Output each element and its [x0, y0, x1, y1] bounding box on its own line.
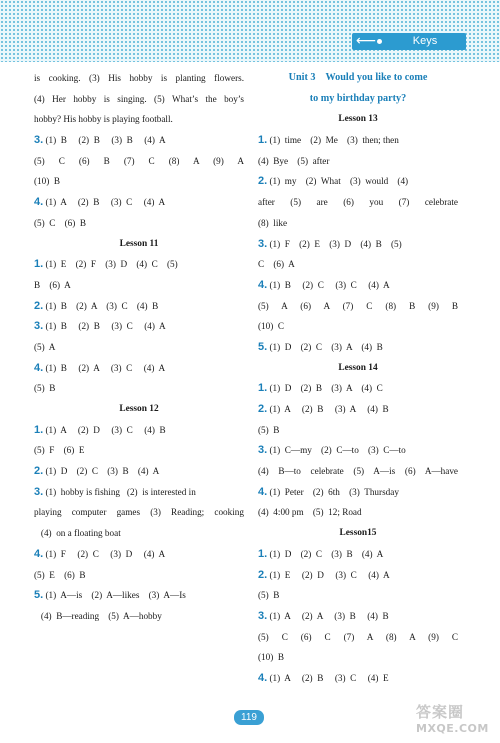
- exercise-line: [258, 606, 458, 627]
- exercise-line: [34, 130, 244, 151]
- exercise-line: [34, 254, 244, 275]
- answer-line: (4) Her hobby is singing. (5) What’s the boy’s: [34, 93, 244, 104]
- watermark-bottom: MXQE.COM: [416, 722, 489, 735]
- exercise-number: 3.: [34, 320, 44, 333]
- exercise-line: [34, 296, 244, 317]
- answer-line: (5) B: [258, 424, 280, 435]
- answer-text: (1) D (2) B (3) A (4) C: [269, 383, 383, 394]
- exercise-line: [258, 482, 458, 503]
- exercise-number: 3.: [258, 237, 268, 250]
- answer-line: B (6) A: [34, 279, 71, 290]
- answer-text: (1) A—is (2) A—likes (3) A—Is: [45, 590, 186, 601]
- exercise-number: 3.: [258, 444, 268, 457]
- lesson-heading: Lesson15: [339, 528, 377, 539]
- answer-text: (1) A (2) B (3) A (4) B: [269, 404, 389, 414]
- answer-line: (5) B: [34, 383, 56, 394]
- unit-title: Unit 3 Would you like to come: [288, 72, 428, 83]
- answer-text: (1) C—my (2) C—to (3) C—to: [269, 445, 406, 456]
- exercise-line: [258, 440, 458, 461]
- answer-text: (1) B (2) A (3) C (4) A: [45, 362, 166, 373]
- answer-text: (1) D (2) C (3) B (4) A: [269, 548, 384, 559]
- answer-line: is cooking. (3) His hobby is planting flowers.: [34, 73, 244, 83]
- answer-column-right: [258, 68, 458, 689]
- answer-line: (4) B—to celebrate (5) A—is (6) A—have: [258, 466, 458, 477]
- exercise-line: [258, 399, 458, 420]
- exercise-number: 2.: [258, 568, 268, 581]
- answer-line: (8) like: [258, 217, 288, 228]
- answer-text: (1) B (2) B (3) C (4) A: [45, 321, 166, 332]
- answer-line: (5) F (6) E: [34, 445, 85, 456]
- answer-line: (5) C (6) C (7) A (8) A (9) C: [258, 631, 458, 642]
- exercise-line: [258, 130, 458, 151]
- exercise-number: 2.: [34, 299, 44, 312]
- answer-line: C (6) A: [258, 259, 295, 270]
- answer-column-left: [34, 68, 244, 627]
- exercise-number: 4.: [34, 361, 44, 374]
- exercise-line: [258, 565, 458, 586]
- answer-line: (10) B: [34, 176, 61, 187]
- answer-text: (1) time (2) Me (3) then; then: [269, 135, 399, 146]
- exercise-number: 4.: [258, 485, 268, 498]
- answer-text: (1) A (2) A (3) B (4) B: [269, 610, 389, 621]
- exercise-line: [34, 585, 244, 606]
- arrow-left-icon: ⟵: [356, 33, 377, 49]
- answer-line: (4) B—reading (5) A—hobby: [34, 610, 162, 621]
- answer-text: (1) A (2) B (3) C (4) E: [269, 672, 389, 683]
- answer-text: (1) my (2) What (3) would (4): [269, 176, 409, 187]
- watermark-logo: [416, 702, 498, 740]
- lesson-heading: Lesson 13: [338, 114, 378, 125]
- answer-line: (4) Bye (5) after: [258, 155, 330, 166]
- exercise-line: [34, 461, 244, 482]
- exercise-line: [258, 378, 458, 399]
- answer-text: (1) B (2) C (3) C (4) A: [269, 279, 390, 290]
- lesson-heading: Lesson 11: [119, 238, 159, 249]
- exercise-number: 1.: [258, 382, 268, 395]
- exercise-number: 2.: [34, 465, 44, 478]
- exercise-number: 2.: [258, 175, 268, 188]
- answer-line: (10) C: [258, 321, 285, 332]
- exercise-number: 3.: [34, 134, 44, 147]
- exercise-number: 2.: [258, 403, 268, 415]
- answer-text: (1) F (2) E (3) D (4) B (5): [269, 238, 402, 249]
- exercise-number: 1.: [258, 547, 268, 560]
- exercise-line: [258, 275, 458, 296]
- answer-text: (1) B (2) B (3) B (4) A: [45, 135, 166, 146]
- header-dot-pattern: [0, 0, 500, 62]
- lesson-heading: Lesson 12: [119, 404, 159, 414]
- answer-text: (1) D (2) C (3) A (4) B: [269, 341, 383, 352]
- exercise-line: [34, 482, 244, 503]
- exercise-line: [34, 192, 244, 213]
- exercise-number: 4.: [34, 547, 44, 560]
- exercise-number: 4.: [34, 196, 44, 209]
- answer-line: (5) E (6) B: [34, 569, 86, 580]
- answer-text: (1) E (2) D (3) C (4) A: [269, 569, 390, 580]
- exercise-number: 3.: [258, 609, 268, 622]
- answer-text: (1) A (2) D (3) C (4) B: [45, 424, 166, 435]
- answer-line: (5) A: [34, 341, 56, 352]
- lesson-heading: Lesson 14: [338, 362, 378, 373]
- exercise-number: 1.: [34, 258, 44, 271]
- exercise-line: [34, 544, 244, 565]
- exercise-number: 5.: [34, 589, 44, 602]
- answer-line: (10) B: [258, 652, 285, 663]
- keys-label: Keys: [412, 35, 438, 47]
- exercise-line: [258, 171, 458, 192]
- exercise-number: 3.: [34, 485, 44, 498]
- answer-text: (1) A (2) B (3) C (4) A: [45, 197, 166, 208]
- answer-line: (5) C (6) B: [34, 217, 87, 228]
- answer-text: (1) B (2) A (3) C (4) B: [45, 300, 159, 311]
- exercise-line: [34, 420, 244, 441]
- exercise-number: 1.: [258, 134, 268, 147]
- answer-line: (4) on a floating boat: [34, 528, 121, 539]
- exercise-line: [34, 316, 244, 337]
- answer-line: hobby? His hobby is playing football.: [34, 114, 173, 125]
- answer-line: (5) C (6) B (7) C (8) A (9) A: [34, 155, 244, 166]
- exercise-number: 1.: [34, 423, 44, 436]
- dot-icon: [377, 39, 382, 44]
- watermark-top: 答案圈: [416, 703, 465, 721]
- exercise-line: [258, 234, 458, 255]
- answer-line: (5) A (6) A (7) C (8) B (9) B: [258, 300, 458, 311]
- page-number: 119: [234, 710, 264, 725]
- exercise-line: [258, 544, 458, 565]
- exercise-number: 5.: [258, 340, 268, 353]
- unit-title: to my birthday party?: [309, 92, 407, 104]
- exercise-line: [258, 668, 458, 689]
- answer-text: (1) E (2) F (3) D (4) C (5): [45, 259, 178, 270]
- exercise-number: 4.: [258, 671, 268, 684]
- answer-line: playing computer games (3) Reading; cooking: [34, 507, 244, 518]
- answer-text: (1) D (2) C (3) B (4) A: [45, 466, 160, 477]
- exercise-line: [258, 337, 458, 358]
- answer-text: (1) hobby is fishing (2) is interested in: [45, 486, 196, 497]
- answer-text: (1) Peter (2) 6th (3) Thursday: [269, 486, 399, 497]
- answer-text: (1) F (2) C (3) D (4) A: [45, 548, 166, 559]
- answer-line: after (5) are (6) you (7) celebrate: [258, 197, 458, 208]
- answer-line: (5) B: [258, 590, 280, 601]
- exercise-number: 4.: [258, 278, 268, 291]
- answer-line: (4) 4:00 pm (5) 12; Road: [258, 507, 362, 518]
- exercise-line: [34, 358, 244, 379]
